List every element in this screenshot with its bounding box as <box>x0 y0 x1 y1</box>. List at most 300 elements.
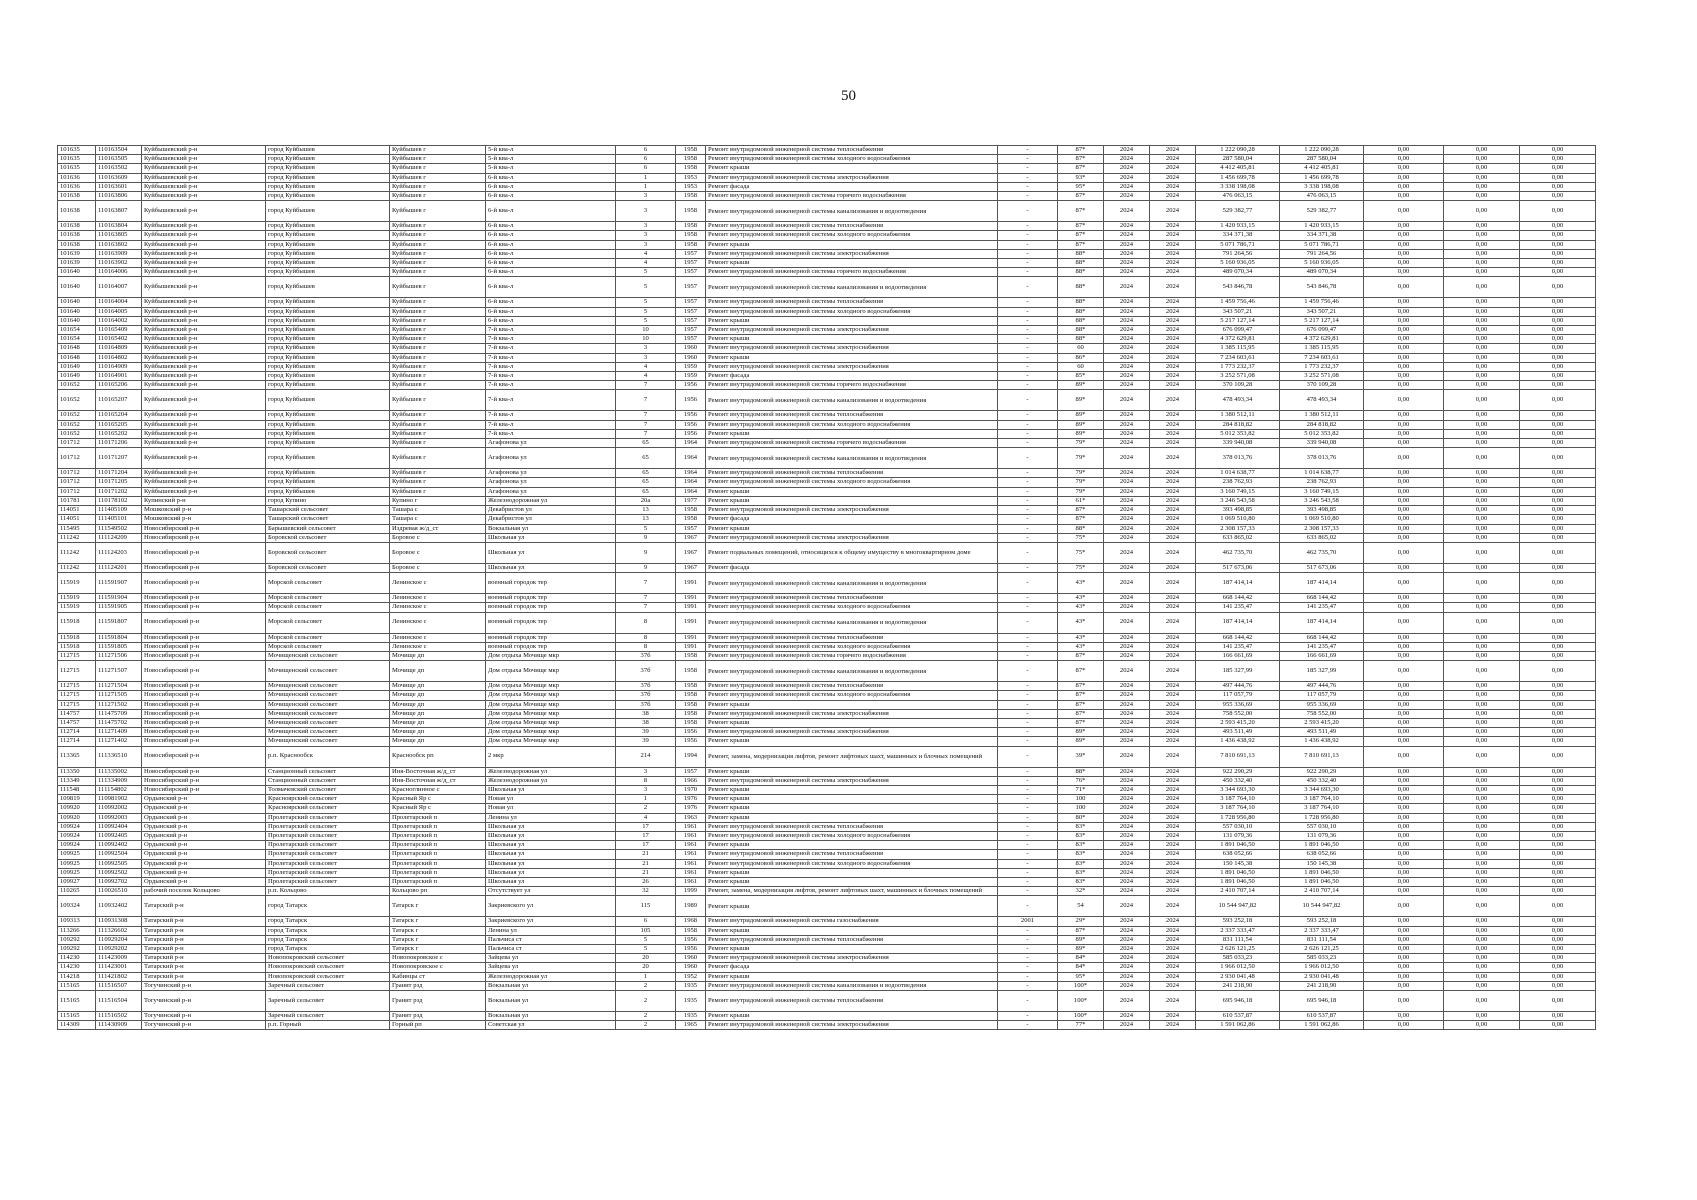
cell-start-year: 2024 <box>1104 268 1150 277</box>
cell-wear-percent: 54 <box>1058 896 1104 917</box>
cell-municipality: город Куйбышев <box>266 307 390 316</box>
cell-owner-cost: 0,00 <box>1520 887 1596 896</box>
cell-district: Ордынский р-н <box>142 795 266 804</box>
cell-street: Советская ул <box>486 1021 616 1030</box>
cell-budget-cost: 0,00 <box>1364 478 1444 487</box>
cell-object-code: 110981902 <box>96 795 142 804</box>
cell-street: Школьная ул <box>486 542 616 563</box>
table-row <box>58 563 1596 572</box>
cell-locality: Пролетарский п <box>390 831 486 840</box>
cell-locality: Ленинское с <box>390 573 486 594</box>
cell-fund-cost: 141 235,47 <box>1280 603 1364 612</box>
cell-start-year: 2024 <box>1104 877 1150 886</box>
cell-fund-cost: 3 187 764,10 <box>1280 795 1364 804</box>
cell-object-code: 110163505 <box>96 155 142 164</box>
cell-municipality: город Куйбышев <box>266 316 390 325</box>
cell-work-type: Ремонт внутридомовой инженерной системы горячего водоснабжения <box>706 381 998 390</box>
cell-house-number: 65 <box>616 439 676 448</box>
cell-locality: Мочище дп <box>390 691 486 700</box>
cell-wear-percent: 89* <box>1058 429 1104 438</box>
cell-build-year: 1958 <box>676 709 706 718</box>
cell-budget-cost: 0,00 <box>1364 1021 1444 1030</box>
cell-locality: Куйбышев г <box>390 439 486 448</box>
cell-locality: Боровое с <box>390 533 486 542</box>
cell-owner-cost: 0,00 <box>1520 411 1596 420</box>
cell-object-code: 110165402 <box>96 335 142 344</box>
cell-work-type: Ремонт крыши <box>706 785 998 794</box>
cell-fund-cost: 3 160 749,15 <box>1280 487 1364 496</box>
cell-wear-percent: 83* <box>1058 831 1104 840</box>
cell-local-cost: 0,00 <box>1444 718 1520 727</box>
cell-total-cost: 1 773 232,37 <box>1196 362 1280 371</box>
cell-local-cost: 0,00 <box>1444 841 1520 850</box>
cell-end-year: 2024 <box>1150 411 1196 420</box>
cell-municipality: город Куйбышев <box>266 420 390 429</box>
cell-wear-percent: 88* <box>1058 307 1104 316</box>
cell-street: военный городок тер <box>486 612 616 633</box>
cell-budget-cost: 0,00 <box>1364 563 1444 572</box>
cell-house-id: 109924 <box>58 822 96 831</box>
cell-municipality: город Татарск <box>266 945 390 954</box>
cell-locality: Мочище дп <box>390 651 486 660</box>
cell-municipality: город Куйбышев <box>266 146 390 155</box>
cell-gas-year: - <box>998 868 1058 877</box>
cell-house-number: 3 <box>616 231 676 240</box>
cell-wear-percent: 88* <box>1058 249 1104 258</box>
cell-house-number: 1 <box>616 182 676 191</box>
cell-street: 7-й ква-л <box>486 411 616 420</box>
cell-budget-cost: 0,00 <box>1364 917 1444 926</box>
cell-house-number: 3 <box>616 344 676 353</box>
table-row <box>58 259 1596 268</box>
cell-object-code: 111124209 <box>96 533 142 542</box>
table-row <box>58 926 1596 935</box>
cell-gas-year: - <box>998 718 1058 727</box>
cell-end-year: 2024 <box>1150 533 1196 542</box>
cell-owner-cost: 0,00 <box>1520 277 1596 298</box>
cell-build-year: 1957 <box>676 259 706 268</box>
cell-locality: Красный Яр с <box>390 795 486 804</box>
cell-work-type: Ремонт внутридомовой инженерной системы теплоснабжения <box>706 222 998 231</box>
cell-owner-cost: 0,00 <box>1520 420 1596 429</box>
cell-local-cost: 0,00 <box>1444 917 1520 926</box>
cell-municipality: Морской сельсовет <box>266 573 390 594</box>
table-row <box>58 277 1596 298</box>
cell-owner-cost: 0,00 <box>1520 859 1596 868</box>
cell-object-code: 111335002 <box>96 767 142 776</box>
cell-street: военный городок тер <box>486 573 616 594</box>
cell-work-type: Ремонт внутридомовой инженерной системы холодного водоснабжения <box>706 478 998 487</box>
cell-house-number: 1 <box>616 795 676 804</box>
cell-start-year: 2024 <box>1104 841 1150 850</box>
cell-start-year: 2024 <box>1104 954 1150 963</box>
cell-municipality: город Куйбышев <box>266 222 390 231</box>
cell-wear-percent: 83* <box>1058 822 1104 831</box>
cell-house-number: 6 <box>616 164 676 173</box>
cell-owner-cost: 0,00 <box>1520 917 1596 926</box>
cell-start-year: 2024 <box>1104 804 1150 813</box>
cell-total-cost: 831 111,54 <box>1196 935 1280 944</box>
cell-municipality: Мочищенский сельсовет <box>266 682 390 691</box>
cell-municipality: Пролетарский сельсовет <box>266 859 390 868</box>
cell-build-year: 1959 <box>676 372 706 381</box>
cell-district: Куйбышевский р-н <box>142 448 266 469</box>
cell-object-code: 110163504 <box>96 146 142 155</box>
cell-build-year: 1958 <box>676 155 706 164</box>
cell-total-cost: 633 865,02 <box>1196 533 1280 542</box>
cell-municipality: город Куйбышев <box>266 335 390 344</box>
cell-locality: Куйбышев г <box>390 146 486 155</box>
cell-build-year: 1991 <box>676 573 706 594</box>
cell-municipality: город Куйбышев <box>266 201 390 222</box>
cell-locality: Куйбышев г <box>390 182 486 191</box>
cell-gas-year: - <box>998 411 1058 420</box>
cell-build-year: 1956 <box>676 728 706 737</box>
cell-owner-cost: 0,00 <box>1520 268 1596 277</box>
cell-local-cost: 0,00 <box>1444 506 1520 515</box>
cell-wear-percent: 89* <box>1058 945 1104 954</box>
cell-street: Железнодорожная ул <box>486 776 616 785</box>
cell-end-year: 2024 <box>1150 573 1196 594</box>
cell-end-year: 2024 <box>1150 728 1196 737</box>
cell-owner-cost: 0,00 <box>1520 533 1596 542</box>
cell-fund-cost: 131 079,36 <box>1280 831 1364 840</box>
cell-house-id: 115918 <box>58 642 96 651</box>
cell-object-code: 111430909 <box>96 1021 142 1030</box>
cell-work-type: Ремонт крыши <box>706 767 998 776</box>
cell-budget-cost: 0,00 <box>1364 804 1444 813</box>
cell-work-type: Ремонт внутридомовой инженерной системы теплоснабжения <box>706 594 998 603</box>
cell-house-id: 115495 <box>58 524 96 533</box>
cell-house-number: 5 <box>616 298 676 307</box>
cell-gas-year: - <box>998 192 1058 201</box>
cell-house-number: 7 <box>616 390 676 411</box>
cell-street: Зайцева ул <box>486 963 616 972</box>
cell-total-cost: 2 593 415,20 <box>1196 718 1280 727</box>
cell-build-year: 1958 <box>676 506 706 515</box>
cell-owner-cost: 0,00 <box>1520 691 1596 700</box>
table-row <box>58 362 1596 371</box>
cell-object-code: 110163601 <box>96 182 142 191</box>
cell-municipality: город Татарск <box>266 896 390 917</box>
cell-local-cost: 0,00 <box>1444 259 1520 268</box>
cell-house-number: 3 <box>616 222 676 231</box>
cell-fund-cost: 497 444,76 <box>1280 682 1364 691</box>
cell-owner-cost: 0,00 <box>1520 448 1596 469</box>
cell-object-code: 110163902 <box>96 259 142 268</box>
cell-fund-cost: 633 865,02 <box>1280 533 1364 542</box>
cell-end-year: 2024 <box>1150 316 1196 325</box>
cell-fund-cost: 2 337 333,47 <box>1280 926 1364 935</box>
cell-local-cost: 0,00 <box>1444 268 1520 277</box>
cell-owner-cost: 0,00 <box>1520 335 1596 344</box>
cell-house-id: 109925 <box>58 859 96 868</box>
cell-fund-cost: 3 246 543,58 <box>1280 496 1364 505</box>
cell-start-year: 2024 <box>1104 917 1150 926</box>
cell-fund-cost: 2 410 707,14 <box>1280 887 1364 896</box>
table-row <box>58 700 1596 709</box>
cell-budget-cost: 0,00 <box>1364 594 1444 603</box>
cell-house-number: 21 <box>616 868 676 877</box>
cell-street: Дом отдыха Мочище мкр <box>486 682 616 691</box>
cell-budget-cost: 0,00 <box>1364 173 1444 182</box>
cell-work-type: Ремонт крыши <box>706 813 998 822</box>
cell-object-code: 111271409 <box>96 728 142 737</box>
cell-fund-cost: 150 145,38 <box>1280 859 1364 868</box>
cell-wear-percent: 87* <box>1058 231 1104 240</box>
cell-street: 5-й ква-л <box>486 155 616 164</box>
cell-house-id: 115918 <box>58 633 96 642</box>
cell-house-id: 109292 <box>58 945 96 954</box>
cell-gas-year: - <box>998 1021 1058 1030</box>
cell-total-cost: 284 818,82 <box>1196 420 1280 429</box>
cell-fund-cost: 1 420 933,15 <box>1280 222 1364 231</box>
cell-total-cost: 1 420 933,15 <box>1196 222 1280 231</box>
cell-wear-percent: 83* <box>1058 859 1104 868</box>
cell-object-code: 111405101 <box>96 515 142 524</box>
cell-local-cost: 0,00 <box>1444 448 1520 469</box>
cell-total-cost: 1 436 438,92 <box>1196 737 1280 746</box>
cell-house-number: 21 <box>616 850 676 859</box>
cell-start-year: 2024 <box>1104 487 1150 496</box>
cell-locality: Краснообск рп <box>390 746 486 767</box>
cell-gas-year: - <box>998 222 1058 231</box>
cell-house-number: 37б <box>616 691 676 700</box>
cell-build-year: 1957 <box>676 298 706 307</box>
cell-total-cost: 4 372 629,81 <box>1196 335 1280 344</box>
cell-house-id: 101640 <box>58 277 96 298</box>
table-row <box>58 335 1596 344</box>
cell-wear-percent: 76* <box>1058 776 1104 785</box>
cell-owner-cost: 0,00 <box>1520 850 1596 859</box>
cell-object-code: 110165207 <box>96 390 142 411</box>
cell-district: Татарский р-н <box>142 954 266 963</box>
table-row <box>58 478 1596 487</box>
cell-street: военный городок тер <box>486 633 616 642</box>
cell-build-year: 1957 <box>676 335 706 344</box>
table-row <box>58 661 1596 682</box>
cell-object-code: 110163804 <box>96 222 142 231</box>
cell-locality: Мочище дп <box>390 709 486 718</box>
cell-local-cost: 0,00 <box>1444 231 1520 240</box>
cell-wear-percent: 79* <box>1058 478 1104 487</box>
cell-district: Новосибирский р-н <box>142 700 266 709</box>
cell-locality: Куйбышев г <box>390 222 486 231</box>
cell-fund-cost: 1 456 699,78 <box>1280 173 1364 182</box>
cell-object-code: 111475702 <box>96 718 142 727</box>
cell-budget-cost: 0,00 <box>1364 813 1444 822</box>
cell-end-year: 2024 <box>1150 372 1196 381</box>
table-row <box>58 573 1596 594</box>
table-row <box>58 746 1596 767</box>
table-row <box>58 372 1596 381</box>
cell-house-id: 101652 <box>58 390 96 411</box>
cell-house-id: 110265 <box>58 887 96 896</box>
cell-district: Новосибирский р-н <box>142 691 266 700</box>
cell-locality: Боровое с <box>390 563 486 572</box>
cell-house-id: 101638 <box>58 240 96 249</box>
cell-gas-year: - <box>998 307 1058 316</box>
cell-gas-year: - <box>998 1012 1058 1021</box>
table-row <box>58 155 1596 164</box>
cell-district: Ордынский р-н <box>142 850 266 859</box>
cell-local-cost: 0,00 <box>1444 515 1520 524</box>
cell-gas-year: - <box>998 700 1058 709</box>
cell-house-number: 6 <box>616 146 676 155</box>
cell-owner-cost: 0,00 <box>1520 353 1596 362</box>
cell-end-year: 2024 <box>1150 439 1196 448</box>
cell-owner-cost: 0,00 <box>1520 972 1596 981</box>
repair-table <box>57 145 1596 1030</box>
cell-house-number: 26 <box>616 877 676 886</box>
cell-gas-year: - <box>998 682 1058 691</box>
cell-district: Новосибирский р-н <box>142 728 266 737</box>
cell-object-code: 111591807 <box>96 612 142 633</box>
cell-house-id: 101652 <box>58 420 96 429</box>
cell-work-type: Ремонт крыши <box>706 259 998 268</box>
cell-owner-cost: 0,00 <box>1520 542 1596 563</box>
cell-end-year: 2024 <box>1150 298 1196 307</box>
cell-start-year: 2024 <box>1104 506 1150 515</box>
cell-start-year: 2024 <box>1104 563 1150 572</box>
cell-local-cost: 0,00 <box>1444 573 1520 594</box>
cell-municipality: Мочищенский сельсовет <box>266 691 390 700</box>
cell-locality: Куйбышев г <box>390 469 486 478</box>
cell-work-type: Ремонт внутридомовой инженерной системы канализования и водоотведения <box>706 277 998 298</box>
cell-wear-percent: 88* <box>1058 335 1104 344</box>
cell-start-year: 2024 <box>1104 642 1150 651</box>
cell-gas-year: - <box>998 155 1058 164</box>
cell-wear-percent: 61* <box>1058 496 1104 505</box>
cell-house-id: 114757 <box>58 709 96 718</box>
table-row <box>58 420 1596 429</box>
cell-locality: Куйбышев г <box>390 429 486 438</box>
cell-end-year: 2024 <box>1150 524 1196 533</box>
cell-total-cost: 1 222 090,28 <box>1196 146 1280 155</box>
cell-house-id: 112715 <box>58 682 96 691</box>
cell-build-year: 1961 <box>676 822 706 831</box>
cell-street: Декабристов ул <box>486 506 616 515</box>
cell-build-year: 1958 <box>676 661 706 682</box>
cell-locality: Новопокровское с <box>390 954 486 963</box>
cell-end-year: 2024 <box>1150 222 1196 231</box>
cell-street: Вокзальная ул <box>486 1012 616 1021</box>
cell-fund-cost: 791 264,56 <box>1280 249 1364 258</box>
cell-total-cost: 2 337 333,47 <box>1196 926 1280 935</box>
cell-gas-year: - <box>998 362 1058 371</box>
cell-street: Школьная ул <box>486 822 616 831</box>
cell-start-year: 2024 <box>1104 155 1150 164</box>
cell-district: Куйбышевский р-н <box>142 298 266 307</box>
cell-municipality: Ташарский сельсовет <box>266 506 390 515</box>
cell-end-year: 2024 <box>1150 737 1196 746</box>
cell-house-id: 113350 <box>58 767 96 776</box>
cell-object-code: 110163609 <box>96 173 142 182</box>
cell-house-id: 112714 <box>58 737 96 746</box>
cell-district: Куйбышевский р-н <box>142 372 266 381</box>
cell-work-type: Ремонт фасада <box>706 372 998 381</box>
cell-object-code: 111271507 <box>96 661 142 682</box>
cell-locality: Куйбышев г <box>390 487 486 496</box>
cell-end-year: 2024 <box>1150 542 1196 563</box>
cell-budget-cost: 0,00 <box>1364 326 1444 335</box>
cell-build-year: 1935 <box>676 1012 706 1021</box>
cell-object-code: 111516502 <box>96 1012 142 1021</box>
cell-wear-percent: 83* <box>1058 850 1104 859</box>
cell-total-cost: 3 252 571,08 <box>1196 372 1280 381</box>
cell-district: Новосибирский р-н <box>142 746 266 767</box>
cell-wear-percent: 43* <box>1058 594 1104 603</box>
cell-fund-cost: 543 846,78 <box>1280 277 1364 298</box>
cell-owner-cost: 0,00 <box>1520 822 1596 831</box>
cell-house-number: 3 <box>616 192 676 201</box>
cell-start-year: 2024 <box>1104 524 1150 533</box>
cell-end-year: 2024 <box>1150 240 1196 249</box>
cell-fund-cost: 2 308 157,33 <box>1280 524 1364 533</box>
cell-street: Дом отдыха Мочище мкр <box>486 709 616 718</box>
cell-district: Куйбышевский р-н <box>142 487 266 496</box>
cell-locality: Татарск г <box>390 935 486 944</box>
cell-street: 7-й ква-л <box>486 335 616 344</box>
cell-district: Новосибирский р-н <box>142 642 266 651</box>
cell-street: Агафонова ул <box>486 448 616 469</box>
cell-district: Новосибирский р-н <box>142 524 266 533</box>
cell-work-type: Ремонт внутридомовой инженерной системы холодного водоснабжения <box>706 603 998 612</box>
cell-build-year: 1976 <box>676 795 706 804</box>
cell-owner-cost: 0,00 <box>1520 746 1596 767</box>
cell-house-id: 101654 <box>58 335 96 344</box>
cell-house-number: 32 <box>616 887 676 896</box>
cell-end-year: 2024 <box>1150 478 1196 487</box>
cell-gas-year: - <box>998 935 1058 944</box>
cell-district: Татарский р-н <box>142 935 266 944</box>
cell-locality: Издревая ж/д_ст <box>390 524 486 533</box>
cell-gas-year: - <box>998 439 1058 448</box>
cell-owner-cost: 0,00 <box>1520 1021 1596 1030</box>
cell-municipality: город Куйбышев <box>266 372 390 381</box>
cell-municipality: р.п. Горный <box>266 1021 390 1030</box>
cell-build-year: 1958 <box>676 201 706 222</box>
cell-fund-cost: 610 537,87 <box>1280 1012 1364 1021</box>
cell-total-cost: 638 052,66 <box>1196 850 1280 859</box>
cell-district: Куйбышевский р-н <box>142 201 266 222</box>
cell-locality: Куйбышев г <box>390 390 486 411</box>
cell-locality: Куйбышев г <box>390 268 486 277</box>
cell-gas-year: - <box>998 249 1058 258</box>
cell-object-code: 111591904 <box>96 594 142 603</box>
cell-wear-percent: 87* <box>1058 201 1104 222</box>
cell-wear-percent: 89* <box>1058 728 1104 737</box>
cell-district: Ордынский р-н <box>142 841 266 850</box>
cell-district: Новосибирский р-н <box>142 737 266 746</box>
cell-owner-cost: 0,00 <box>1520 700 1596 709</box>
cell-work-type: Ремонт крыши <box>706 737 998 746</box>
cell-wear-percent: 79* <box>1058 469 1104 478</box>
cell-owner-cost: 0,00 <box>1520 926 1596 935</box>
cell-house-id: 113365 <box>58 746 96 767</box>
cell-budget-cost: 0,00 <box>1364 718 1444 727</box>
cell-build-year: 1957 <box>676 524 706 533</box>
cell-house-id: 112715 <box>58 691 96 700</box>
cell-object-code: 110992405 <box>96 831 142 840</box>
cell-end-year: 2024 <box>1150 469 1196 478</box>
cell-start-year: 2024 <box>1104 1021 1150 1030</box>
cell-municipality: Станционный сельсовет <box>266 776 390 785</box>
cell-street: Дом отдыха Мочище мкр <box>486 651 616 660</box>
cell-local-cost: 0,00 <box>1444 249 1520 258</box>
cell-gas-year: - <box>998 542 1058 563</box>
cell-street: Новая ул <box>486 804 616 813</box>
